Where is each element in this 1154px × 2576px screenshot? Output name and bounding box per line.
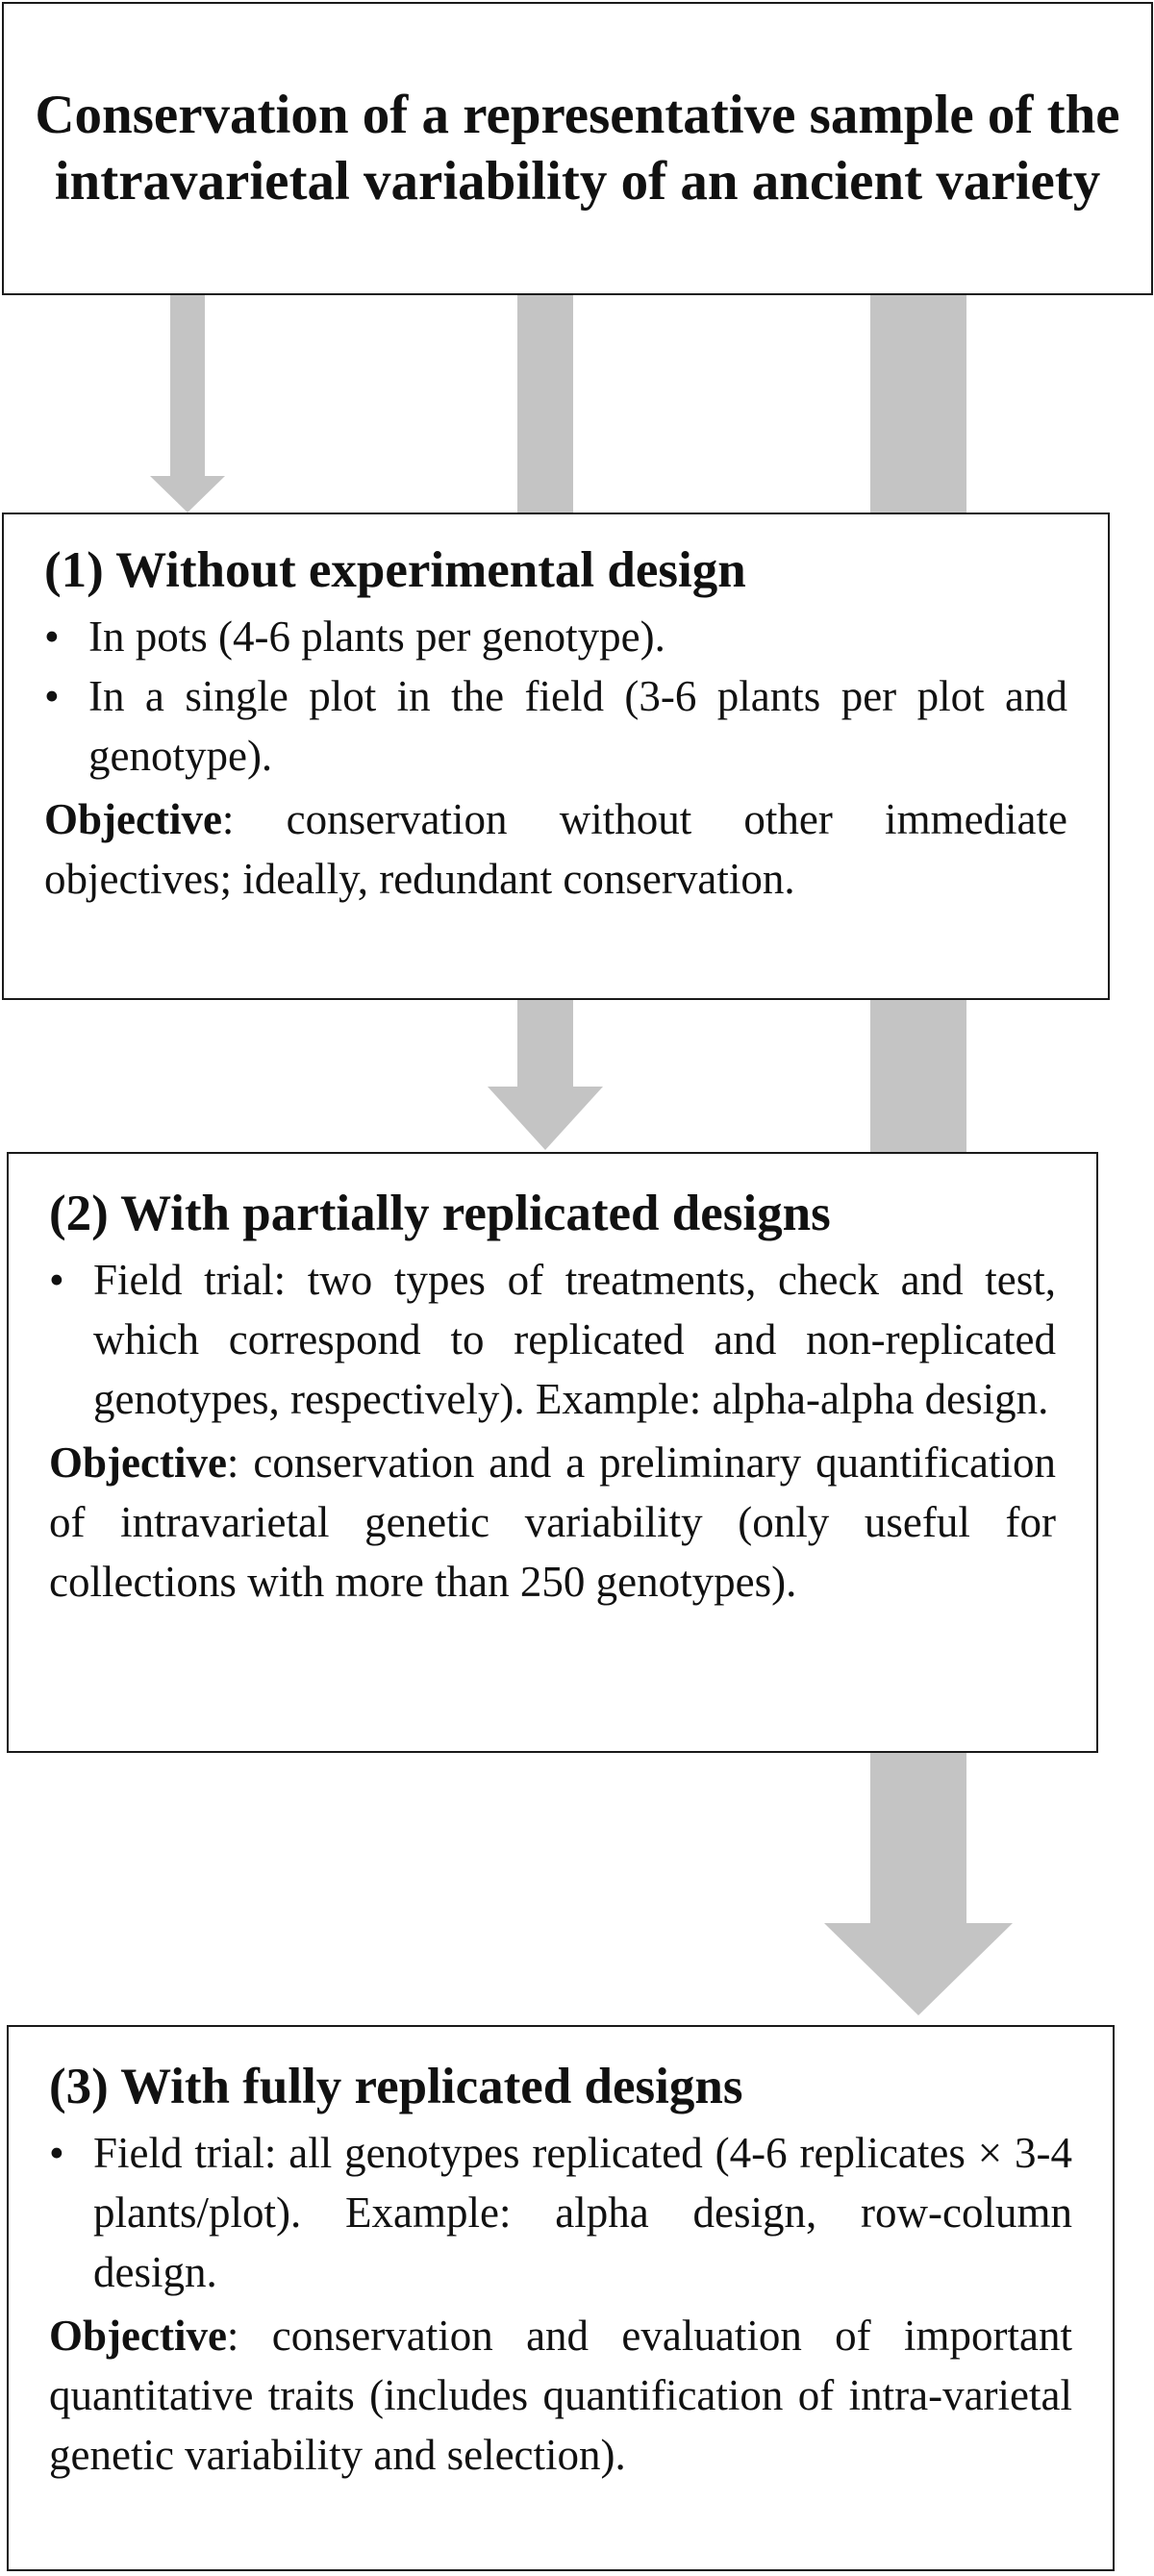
box-2-objective-text: : conservation and a preliminary quantification of intravarietal genetic variability (only useful for collections with more than 250 genotypes).	[49, 1438, 1056, 1606]
box-3-bullet-1: • Field trial: all genotypes replicated (4-6 replicates × 3-4 plants/plot). Example: alpha design, row-column design.	[49, 2123, 1072, 2302]
box-fully-replicated-designs	[7, 2025, 1115, 2571]
diagram-title: Conservation of a representative sample of the intravarietal variability of an ancient variety	[35, 85, 1120, 212]
box-3-objective-text: : conservation and evaluation of important quantitative traits (includes quantification of intra-varietal genetic variability and selection).	[49, 2312, 1072, 2479]
box-1-objective-text: : conservation without other immediate objectives; ideally, redundant conservation.	[44, 795, 1067, 903]
box-1-bullet-1: • In pots (4-6 plants per genotype).	[44, 607, 1067, 666]
arrow-1-head	[150, 476, 225, 513]
box-1-objective	[44, 789, 1067, 909]
box-partially-replicated-designs	[7, 1152, 1098, 1753]
box-2-objective-label: Objective	[49, 1438, 227, 1487]
box-3-bullets	[49, 2123, 1072, 2302]
box-3-objective	[49, 2306, 1072, 2485]
box-2-objective	[49, 1433, 1056, 1612]
box-1-bullets	[44, 607, 1067, 786]
box-2-bullets	[49, 1250, 1056, 1429]
arrow-1-shaft	[170, 288, 205, 476]
box-1-heading: (1) Without experimental design	[44, 542, 746, 598]
arrow-3-head	[824, 1923, 1013, 2015]
box-3-heading: (3) With fully replicated designs	[49, 2059, 743, 2114]
box-2-heading: (2) With partially replicated designs	[49, 1186, 831, 1241]
box-1-bullet-2: • In a single plot in the field (3-6 plants per plot and genotype).	[44, 666, 1067, 786]
top-title-box	[2, 2, 1153, 295]
box-2-bullet-1: • Field trial: two types of treatments, check and test, which correspond to replicated and non-replicated genotypes, respectively). Example: alpha-alpha design.	[49, 1250, 1056, 1429]
box-1-objective-label: Objective	[44, 795, 222, 843]
box-3-objective-label: Objective	[49, 2312, 227, 2360]
arrow-2-head	[488, 1087, 603, 1150]
box-without-experimental-design	[2, 513, 1110, 1000]
